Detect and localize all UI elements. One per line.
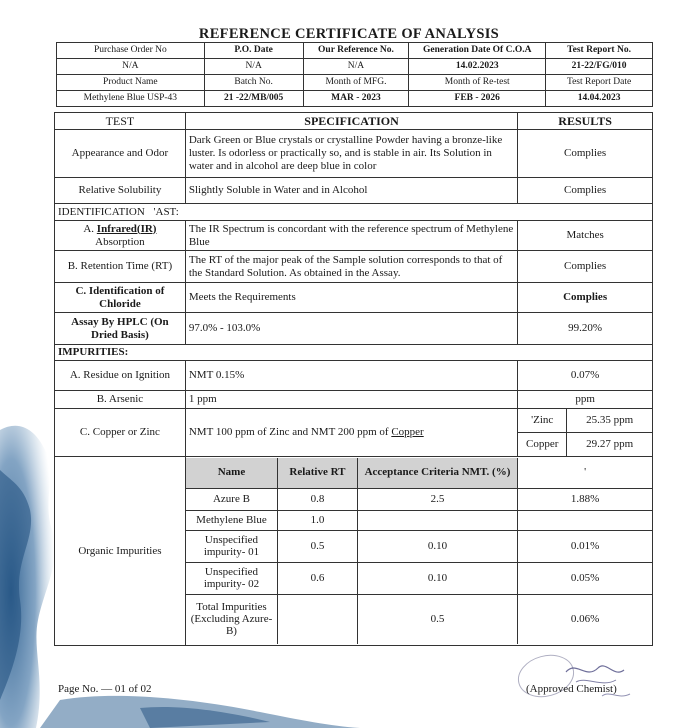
impurity-rrt: 1.0 [278, 510, 358, 530]
copper-label: Copper [518, 433, 567, 457]
impurity-row [186, 488, 652, 510]
test-name: Organic Impurities [55, 457, 186, 646]
result-value: Complies [518, 251, 653, 283]
page-number: Page No. — 01 of 02 [58, 683, 152, 695]
product-name-value: Methylene Blue USP-43 [57, 91, 205, 107]
table-row-organic-impurities [55, 457, 653, 646]
test-name: Appearance and Odor [55, 130, 186, 178]
header-label: Batch No. [204, 75, 303, 91]
impurity-rrt: 0.6 [278, 562, 358, 594]
test-name [55, 221, 186, 251]
test-name-underlined: Infrared(IR) [96, 222, 157, 235]
column-header-test: TEST [55, 113, 186, 130]
header-label: P.O. Date [204, 43, 303, 59]
result-value: 99.20% [518, 313, 653, 345]
impurity-name: Total Impurities (Excluding Azure-B) [186, 594, 278, 644]
impurity-criteria: 2.5 [357, 488, 517, 510]
table-row [55, 361, 653, 391]
organic-impurities-cell [185, 457, 652, 646]
copper-spec-underlined: Copper [391, 426, 424, 438]
specification-text: The IR Spectrum is concordant with the reference spectrum of Methylene Blue [185, 221, 517, 251]
header-label: Product Name [57, 75, 205, 91]
specification-text [185, 409, 517, 457]
header-label: Our Reference No. [303, 43, 409, 59]
test-name: A. Residue on Ignition [55, 361, 186, 391]
copper-value: 29.27 ppm [567, 433, 652, 457]
zinc-label: 'Zinc [518, 409, 567, 433]
approved-chemist-label: (Approved Chemist) [526, 683, 617, 695]
specification-text: Dark Green or Blue crystals or crystalline Powder having a bronze-like luster. Is odorless or practically so, and is stable in air. Its Solution in water and in alcohol are deep blue in color [185, 130, 517, 178]
subheader-result: ' [518, 458, 652, 488]
section-row-identification [55, 204, 653, 221]
test-name: Relative Solubility [55, 178, 186, 204]
organic-impurities-subtable [186, 458, 652, 644]
impurity-rrt: 0.5 [278, 530, 358, 562]
table-row [55, 221, 653, 251]
result-value: Complies [518, 130, 653, 178]
table-row [55, 178, 653, 204]
impurity-row [186, 530, 652, 562]
impurity-result: 0.06% [518, 594, 652, 644]
table-row [55, 130, 653, 178]
approval-stamp [506, 650, 636, 710]
copper-zinc-subtable [518, 409, 652, 456]
table-row [55, 313, 653, 345]
subheader-relative-rt: Relative RT [278, 458, 358, 488]
generation-date-value: 14.02.2023 [409, 59, 546, 75]
identification-label-suffix: 'AST: [153, 205, 179, 218]
copper-spec-text: NMT 100 ppm of Zinc and NMT 200 ppm of [188, 426, 392, 438]
impurity-result: 0.05% [518, 562, 652, 594]
identification-label: IDENTIFICATION [58, 205, 145, 218]
specification-text: 97.0% - 103.0% [185, 313, 517, 345]
results-table [54, 112, 653, 646]
header-row-labels-2 [57, 75, 653, 91]
purchase-order-value: N/A [57, 59, 205, 75]
impurities-label: IMPURITIES: [55, 345, 653, 361]
result-value: 0.07% [518, 361, 653, 391]
po-date-value: N/A [204, 59, 303, 75]
header-label: Test Report Date [546, 75, 653, 91]
impurity-criteria: 0.10 [357, 562, 517, 594]
batch-no-value: 21 -22/MB/005 [204, 91, 303, 107]
impurity-name: Unspecified impurity- 01 [186, 530, 278, 562]
table-row [55, 251, 653, 283]
result-value: Matches [518, 221, 653, 251]
impurity-result: 1.88% [518, 488, 652, 510]
column-header-results: RESULTS [518, 113, 653, 130]
impurity-row [186, 510, 652, 530]
specification-text: Meets the Requirements [185, 283, 517, 313]
column-header-specification: SPECIFICATION [185, 113, 517, 130]
impurity-result: 0.01% [518, 530, 652, 562]
test-prefix: A. [83, 222, 95, 235]
test-name: B. Arsenic [55, 391, 186, 409]
test-name: C. Identification of Chloride [55, 283, 186, 313]
table-row [55, 391, 653, 409]
subheader-acceptance-criteria: Acceptance Criteria NMT. (%) [357, 458, 517, 488]
zinc-value: 25.35 ppm [567, 409, 652, 433]
impurity-row [186, 594, 652, 644]
test-name: C. Copper or Zinc [55, 409, 186, 457]
specification-text: 1 ppm [185, 391, 517, 409]
impurity-name: Azure B [186, 488, 278, 510]
table-row [55, 283, 653, 313]
document-title: REFERENCE CERTIFICATE OF ANALYSIS [198, 26, 500, 42]
specification-text: The RT of the major peak of the Sample solution corresponds to that of the Standard Solution. As obtained in the Assay. [185, 251, 517, 283]
impurity-name: Methylene Blue [186, 510, 278, 530]
mfg-month-value: MAR - 2023 [303, 91, 409, 107]
impurity-name: Unspecified impurity- 02 [186, 562, 278, 594]
test-name: B. Retention Time (RT) [55, 251, 186, 283]
specification-text: NMT 0.15% [185, 361, 517, 391]
subheader-name: Name [186, 458, 278, 488]
table-row [55, 409, 653, 457]
header-row-labels-1 [57, 43, 653, 59]
test-name-suffix: Absorption [95, 235, 145, 248]
header-table [56, 42, 653, 107]
column-header-row [55, 113, 653, 130]
impurity-criteria: 0.10 [357, 530, 517, 562]
test-name: Assay By HPLC (On Dried Basis) [55, 313, 186, 345]
specification-text: Slightly Soluble in Water and in Alcohol [185, 178, 517, 204]
result-value: Complies [518, 178, 653, 204]
header-row-values-2 [57, 91, 653, 107]
test-report-no-value: 21-22/FG/010 [546, 59, 653, 75]
section-row-impurities [55, 345, 653, 361]
header-label: Month of Re-test [409, 75, 546, 91]
test-report-date-value: 14.04.2023 [546, 91, 653, 107]
header-label: Purchase Order No [57, 43, 205, 59]
header-row-values-1 [57, 59, 653, 75]
header-label: Month of MFG. [303, 75, 409, 91]
result-value: ppm [518, 391, 653, 409]
impurity-rrt [278, 594, 358, 644]
impurity-criteria: 0.5 [357, 594, 517, 644]
header-label: Test Report No. [546, 43, 653, 59]
retest-month-value: FEB - 2026 [409, 91, 546, 107]
impurity-result [518, 510, 652, 530]
impurity-row [186, 562, 652, 594]
reference-no-value: N/A [303, 59, 409, 75]
copper-zinc-results [518, 409, 653, 457]
impurity-criteria [357, 510, 517, 530]
result-value: Complies [518, 283, 653, 313]
header-label: Generation Date Of C.O.A [409, 43, 546, 59]
impurity-rrt: 0.8 [278, 488, 358, 510]
